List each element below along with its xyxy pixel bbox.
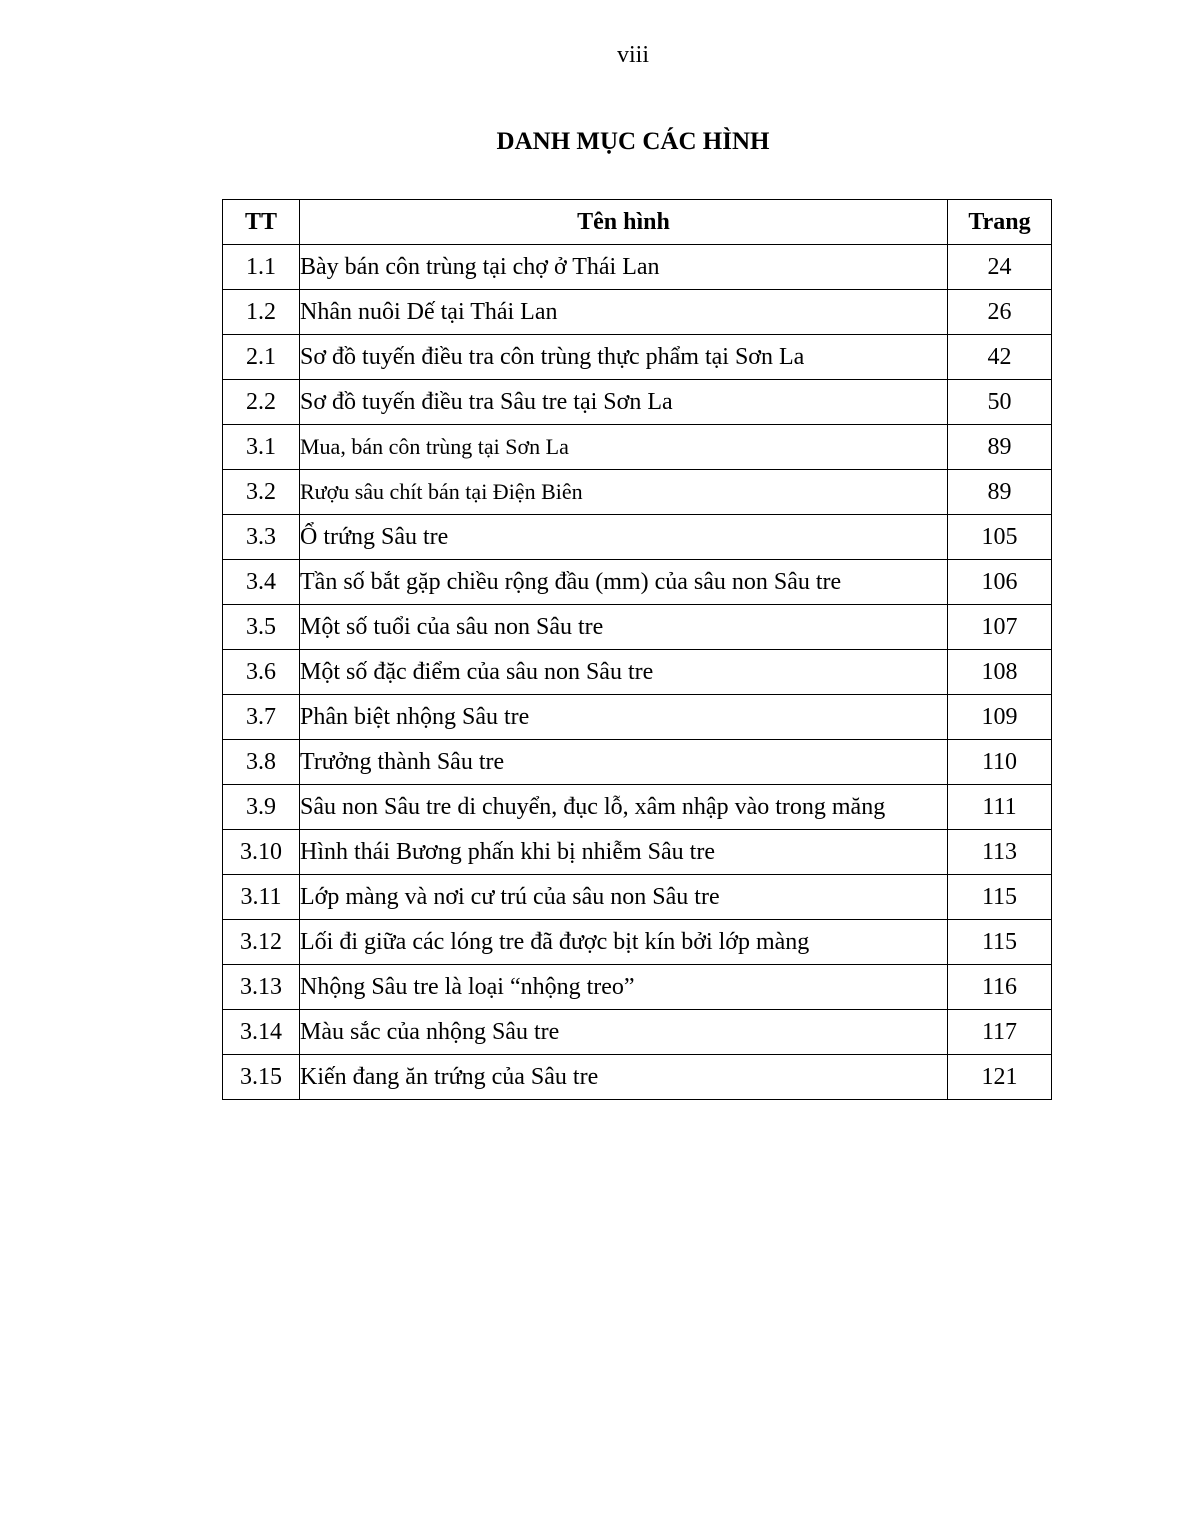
figure-number: 3.11 — [223, 875, 300, 920]
table-row — [223, 470, 1052, 515]
figure-page: 89 — [948, 470, 1052, 515]
table-row — [223, 245, 1052, 290]
figure-page: 108 — [948, 650, 1052, 695]
figure-name: Lối đi giữa các lóng tre đã được bịt kín bởi lớp màng — [300, 920, 948, 965]
figure-name: Lớp màng và nơi cư trú của sâu non Sâu tre — [300, 875, 948, 920]
table-row — [223, 1010, 1052, 1055]
figure-name: Mua, bán côn trùng tại Sơn La — [300, 425, 948, 470]
table-row — [223, 740, 1052, 785]
figure-number: 3.9 — [223, 785, 300, 830]
table-row — [223, 425, 1052, 470]
figure-number: 2.2 — [223, 380, 300, 425]
figure-page: 50 — [948, 380, 1052, 425]
figure-name: Ổ trứng Sâu tre — [300, 515, 948, 560]
page-title: DANH MỤC CÁC HÌNH — [496, 128, 770, 155]
figure-name: Một số đặc điểm của sâu non Sâu tre — [300, 650, 948, 695]
table-header-row — [223, 200, 1052, 245]
figure-page: 116 — [948, 965, 1052, 1010]
page-number: viii — [616, 42, 649, 68]
figure-number: 3.1 — [223, 425, 300, 470]
figure-page: 121 — [948, 1055, 1052, 1100]
table-row — [223, 875, 1052, 920]
table-row — [223, 920, 1052, 965]
figure-name: Trưởng thành Sâu tre — [300, 740, 948, 785]
figure-list-table — [222, 199, 1052, 1100]
figure-name: Nhộng Sâu tre là loại “nhộng treo” — [300, 965, 948, 1010]
figure-page: 109 — [948, 695, 1052, 740]
figure-number: 3.2 — [223, 470, 300, 515]
figure-number: 1.1 — [223, 245, 300, 290]
figure-page: 115 — [948, 920, 1052, 965]
table-row — [223, 335, 1052, 380]
figure-name: Phân biệt nhộng Sâu tre — [300, 695, 948, 740]
figure-number: 3.6 — [223, 650, 300, 695]
table-row — [223, 560, 1052, 605]
figure-page: 111 — [948, 785, 1052, 830]
table-row — [223, 380, 1052, 425]
table-row — [223, 695, 1052, 740]
table-row — [223, 1055, 1052, 1100]
figure-page: 24 — [948, 245, 1052, 290]
figure-page: 42 — [948, 335, 1052, 380]
figure-number: 3.4 — [223, 560, 300, 605]
figure-name: Kiến đang ăn trứng của Sâu tre — [300, 1055, 948, 1100]
figure-number: 3.8 — [223, 740, 300, 785]
figure-page: 26 — [948, 290, 1052, 335]
figure-page: 115 — [948, 875, 1052, 920]
figure-page: 107 — [948, 605, 1052, 650]
table-row — [223, 290, 1052, 335]
figure-number: 3.15 — [223, 1055, 300, 1100]
figure-page: 117 — [948, 1010, 1052, 1055]
figure-number: 3.7 — [223, 695, 300, 740]
figure-number: 3.10 — [223, 830, 300, 875]
table-row — [223, 830, 1052, 875]
figure-page: 89 — [948, 425, 1052, 470]
header-number: TT — [223, 200, 300, 245]
figure-name: Rượu sâu chít bán tại Điện Biên — [300, 470, 948, 515]
table-row — [223, 650, 1052, 695]
figure-name: Tần số bắt gặp chiều rộng đầu (mm) của sâu non Sâu tre — [300, 560, 948, 605]
figure-number: 1.2 — [223, 290, 300, 335]
figure-name: Hình thái Bương phấn khi bị nhiễm Sâu tre — [300, 830, 948, 875]
table-row — [223, 965, 1052, 1010]
figure-page: 105 — [948, 515, 1052, 560]
figure-number: 2.1 — [223, 335, 300, 380]
figure-name: Sơ đồ tuyến điều tra Sâu tre tại Sơn La — [300, 380, 948, 425]
figure-number: 3.12 — [223, 920, 300, 965]
figure-number: 3.13 — [223, 965, 300, 1010]
table-row — [223, 785, 1052, 830]
header-figure-name: Tên hình — [300, 200, 948, 245]
figure-name: Nhân nuôi Dế tại Thái Lan — [300, 290, 948, 335]
figure-page: 106 — [948, 560, 1052, 605]
figure-page: 113 — [948, 830, 1052, 875]
figure-number: 3.3 — [223, 515, 300, 560]
figure-name: Sơ đồ tuyến điều tra côn trùng thực phẩm tại Sơn La — [300, 335, 948, 380]
table-row — [223, 515, 1052, 560]
figure-name: Một số tuổi của sâu non Sâu tre — [300, 605, 948, 650]
header-page: Trang — [948, 200, 1052, 245]
figure-name: Màu sắc của nhộng Sâu tre — [300, 1010, 948, 1055]
figure-name: Sâu non Sâu tre di chuyển, đục lỗ, xâm nhập vào trong măng — [300, 785, 948, 830]
figure-page: 110 — [948, 740, 1052, 785]
figure-number: 3.5 — [223, 605, 300, 650]
table-row — [223, 605, 1052, 650]
figure-number: 3.14 — [223, 1010, 300, 1055]
figure-name: Bày bán côn trùng tại chợ ở Thái Lan — [300, 245, 948, 290]
